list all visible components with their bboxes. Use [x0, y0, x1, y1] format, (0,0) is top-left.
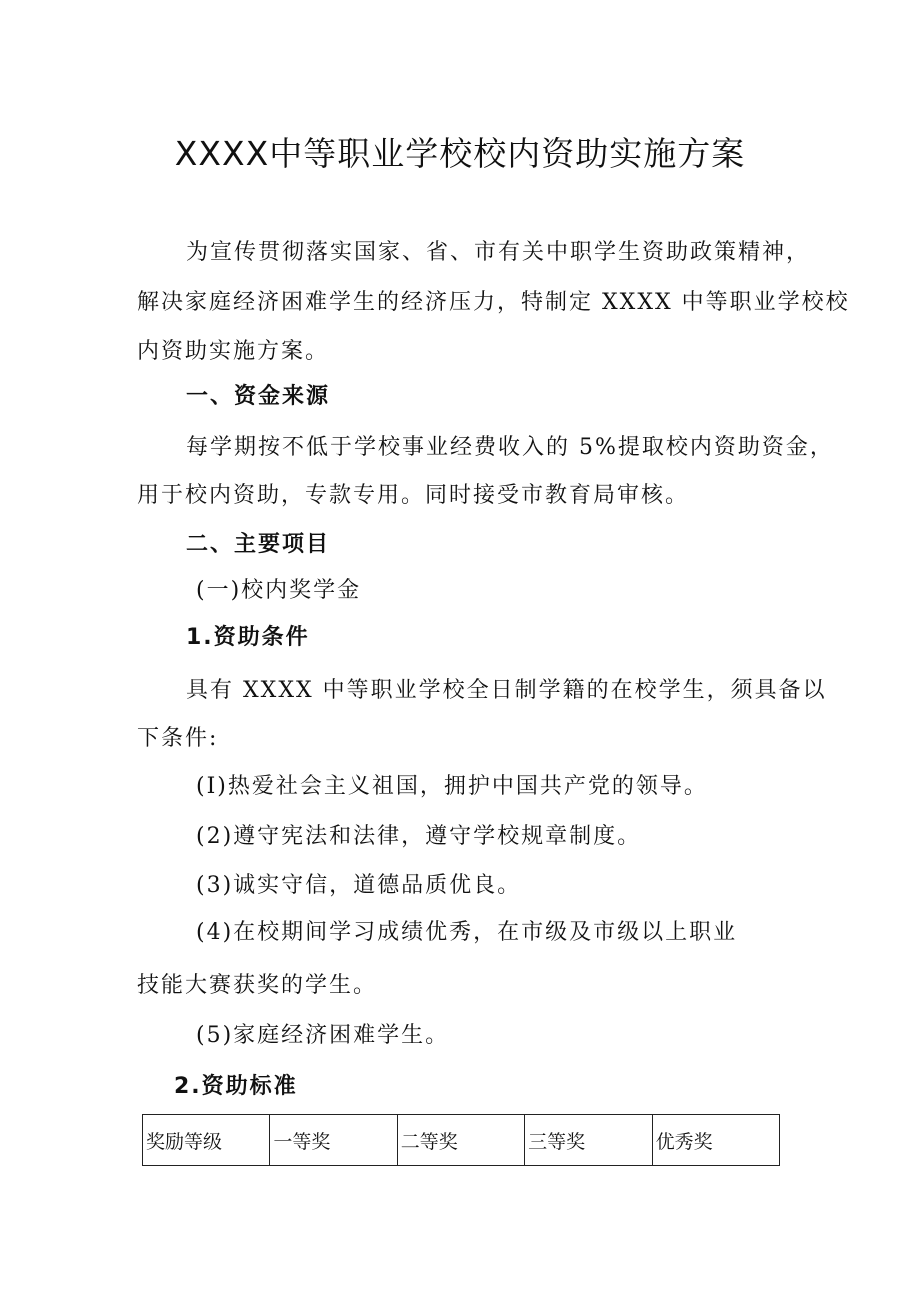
condition-item-5: (5)家庭经济困难学生。 — [196, 1023, 450, 1048]
condition-item-3: (3)诚实守信，道德品质优良。 — [196, 873, 522, 898]
condition-item-4: (4)在校期间学习成绩优秀，在市级及市级以上职业 — [196, 920, 738, 945]
subsection-scholarship: (一)校内奖学金 — [196, 578, 362, 603]
item-heading-conditions: 1.资助条件 — [186, 625, 310, 650]
item-heading-standards: 2.资助标准 — [174, 1074, 298, 1099]
intro-line-2: 解决家庭经济困难学生的经济压力，特制定 XXXX 中等职业学校校 — [137, 290, 850, 315]
table-header-cell: 优秀奖 — [652, 1115, 779, 1166]
intro-line-3: 内资助实施方案。 — [137, 339, 330, 364]
table-row — [143, 1115, 780, 1166]
table-header-cell: 二等奖 — [397, 1115, 524, 1166]
section-heading-funding: 一、资金来源 — [186, 384, 331, 409]
document-title: XXXX中等职业学校校内资助实施方案 — [174, 134, 746, 173]
condition-item-4-cont: 技能大赛获奖的学生。 — [137, 973, 378, 998]
table-header-cell: 三等奖 — [525, 1115, 652, 1166]
condition-item-2: (2)遵守宪法和法律，遵守学校规章制度。 — [196, 824, 642, 849]
condition-item-1: (I)热爱社会主义祖国，拥护中国共产党的领导。 — [196, 774, 708, 799]
funding-line-2: 用于校内资助，专款专用。同时接受市教育局审核。 — [137, 483, 690, 508]
section-heading-projects: 二、主要项目 — [186, 532, 331, 557]
conditions-intro-line-2: 下条件: — [137, 726, 219, 751]
table-header-cell: 一等奖 — [270, 1115, 397, 1166]
conditions-intro-line-1: 具有 XXXX 中等职业学校全日制学籍的在校学生，须具备以 — [186, 678, 827, 703]
table-header-cell: 奖励等级 — [143, 1115, 270, 1166]
intro-line-1: 为宣传贯彻落实国家、省、市有关中职学生资助政策精神， — [186, 240, 811, 265]
award-standards-table — [142, 1114, 780, 1166]
funding-line-1: 每学期按不低于学校事业经费收入的 5%提取校内资助资金， — [186, 435, 834, 460]
